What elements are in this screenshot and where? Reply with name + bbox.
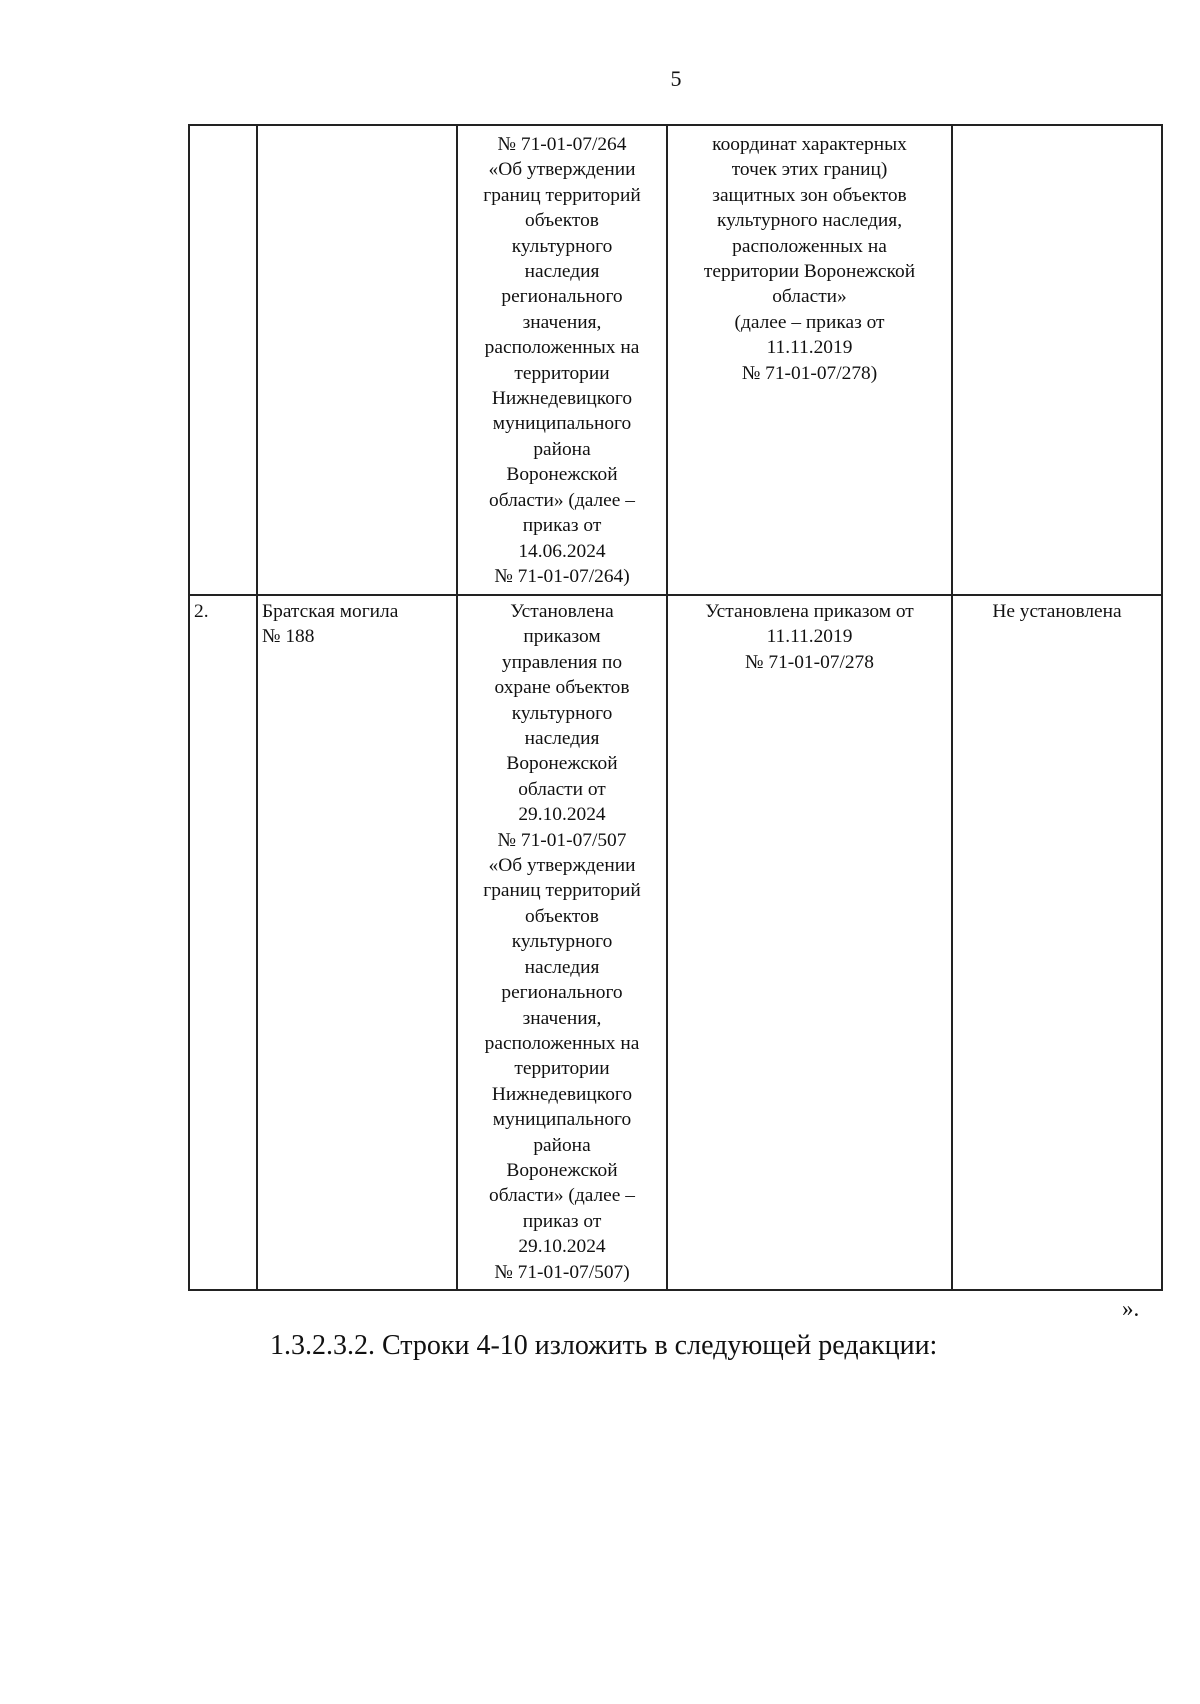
text-line: охране объектов: [494, 677, 630, 699]
text-line: регионального: [501, 286, 623, 308]
text-line: № 71-01-07/507): [494, 1261, 630, 1283]
text-line: Нижнедевицкого: [491, 1083, 633, 1105]
text-line: наследия: [524, 956, 600, 978]
text-line: Воронежской: [506, 464, 618, 486]
text-line: области» (далее –: [489, 489, 635, 511]
text-line: (далее – приказ от: [734, 311, 885, 333]
closing-quote: ».: [1122, 1296, 1140, 1321]
text-line: «Об утверждении: [488, 159, 636, 181]
text-line: границ территорий: [483, 880, 641, 902]
row-number-cell: 2.: [189, 595, 257, 1290]
text-line: области»: [772, 286, 847, 308]
text-line: № 188: [262, 626, 315, 648]
text-line: значения,: [522, 1007, 602, 1029]
text-line: Воронежской: [506, 1159, 618, 1181]
text-line: культурного наследия,: [716, 210, 903, 232]
text-line: защитных зон объектов: [712, 184, 907, 206]
status-cell: Не установлена: [952, 595, 1162, 1290]
text-line: территории: [514, 362, 610, 384]
text-line: Установлена: [510, 601, 614, 622]
text-line: расположенных на: [484, 1032, 640, 1054]
text-line: точек этих границ): [731, 159, 888, 181]
page-number: 5: [670, 66, 682, 91]
text-line: расположенных на: [484, 337, 640, 359]
text-line: № 71-01-07/507: [497, 829, 627, 851]
text-line: культурного: [511, 931, 613, 953]
text-line: координат характерных: [712, 134, 907, 155]
text-line: Установлена приказом от: [705, 601, 914, 622]
text-line: области от: [518, 778, 606, 800]
text-line: культурного: [511, 702, 613, 724]
object-name-cell: [257, 595, 457, 1290]
text-line: Братская могила: [262, 601, 399, 622]
text-line: № 71-01-07/264: [497, 134, 627, 155]
text-line: 29.10.2024: [518, 804, 606, 826]
table-row: [189, 125, 1162, 595]
territory-boundary-cell: [457, 125, 667, 595]
text-line: расположенных на: [732, 235, 887, 257]
heritage-table: [188, 124, 1163, 1291]
text-line: области» (далее –: [489, 1185, 635, 1207]
text-line: № 71-01-07/264): [494, 565, 630, 587]
text-line: района: [533, 1134, 591, 1156]
status-cell: [952, 125, 1162, 595]
text-line: регионального: [501, 982, 623, 1004]
instruction-paragraph: 1.3.2.3.2. Строки 4-10 изложить в следующей редакции:: [270, 1330, 938, 1361]
text-line: Воронежской: [506, 753, 618, 775]
row-number-cell: [189, 125, 257, 595]
text-line: № 71-01-07/278: [745, 651, 874, 673]
text-line: наследия: [524, 728, 600, 750]
territory-boundary-cell: [457, 595, 667, 1290]
text-line: территории: [514, 1058, 610, 1080]
protection-zone-cell: [667, 595, 952, 1290]
text-line: муниципального: [492, 1109, 632, 1131]
text-line: границ территорий: [483, 184, 641, 206]
text-line: 11.11.2019: [766, 337, 853, 359]
text-line: наследия: [524, 261, 600, 283]
text-line: приказом: [523, 626, 601, 648]
text-line: 11.11.2019: [766, 626, 853, 648]
text-line: приказ от: [522, 1210, 602, 1232]
text-line: территории Воронежской: [703, 261, 916, 283]
text-line: 14.06.2024: [518, 540, 606, 562]
text-line: значения,: [522, 311, 602, 333]
text-line: муниципального: [492, 413, 632, 435]
text-line: объектов: [525, 210, 599, 232]
text-line: 29.10.2024: [518, 1236, 606, 1258]
protection-zone-cell: [667, 125, 952, 595]
text-line: управления по: [501, 651, 623, 673]
text-line: культурного: [511, 235, 613, 257]
text-line: района: [533, 438, 591, 460]
text-line: Нижнедевицкого: [491, 388, 633, 410]
object-name-cell: [257, 125, 457, 595]
text-line: № 71-01-07/278): [741, 362, 878, 384]
text-line: объектов: [525, 905, 599, 927]
text-line: «Об утверждении: [488, 855, 636, 877]
table-row: [189, 595, 1162, 1290]
text-line: приказ от: [522, 515, 602, 537]
